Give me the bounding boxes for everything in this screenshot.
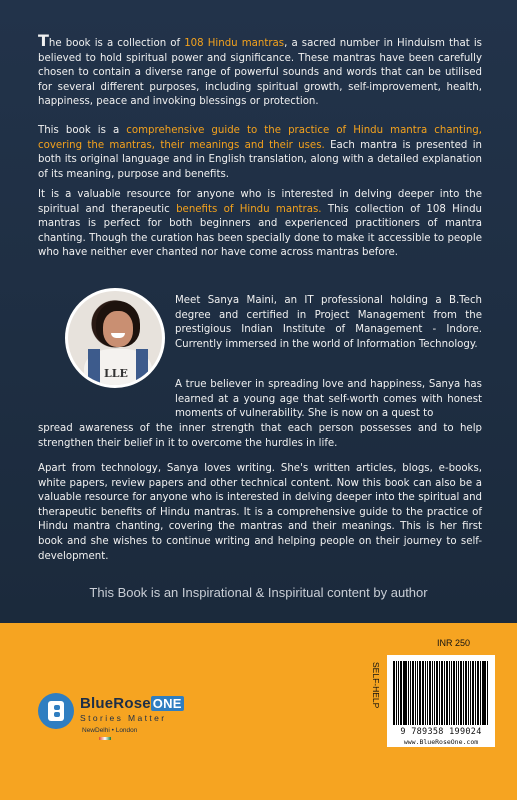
barcode-bar (415, 661, 416, 725)
barcode-bar (477, 661, 479, 725)
barcode-bar (398, 661, 399, 725)
barcode-icon (393, 661, 489, 725)
author-bio-paragraph-3: Apart from technology, Sanya loves writing. She's written articles, blogs, e-books, white papers, review papers and other technical content. Now this book can also be a valuable resource for anyone who is interested in delving deeper into the spiritual and therapeutic benefits of Hindu mantras. It is a comprehensive guide to the practice of Hindu mantra chanting, covering the mantras and their meanings. This is her first book and she wishes to continue writing and helping people on their journey to self-development. (38, 463, 482, 562)
publisher-name-one: ONE (152, 696, 182, 711)
drop-cap: T (38, 31, 49, 50)
barcode-bar (449, 661, 450, 725)
tagline: This Book is an Inspirational & Inspiritual content by author (89, 585, 428, 600)
highlight-text: 108 Hindu mantras (184, 38, 285, 49)
barcode-bar (475, 661, 476, 725)
barcode-bar (396, 661, 397, 725)
barcode-area (387, 655, 495, 747)
barcode-bar (403, 661, 404, 725)
barcode-bar (487, 661, 488, 725)
description-paragraph-2 (38, 124, 482, 182)
barcode-bar (463, 661, 464, 725)
barcode-bar (425, 661, 426, 725)
barcode-bar (460, 661, 463, 725)
barcode-bar (439, 661, 440, 725)
publisher-slogan: Stories Matter (80, 713, 167, 723)
isbn-number: 9 789358 199024 (400, 727, 482, 737)
barcode-bar (451, 661, 452, 725)
barcode-bar (441, 661, 444, 725)
description-text: , a sacred number in Hinduism that is believed to hold spiritual power and significance. These mantras have been carefully chosen to contain a diverse range of powerful sounds and words that can be utilised for several different purposes, including spiritual growth, self-improvement, health, happiness, peace and invoking blessings or protection. (38, 38, 482, 108)
author-photo-stole (136, 349, 148, 388)
barcode-bar (408, 661, 409, 725)
flag-icon (99, 737, 111, 740)
publisher-website: www.BlueRoseOne.com (403, 738, 479, 746)
description-text: Each mantra is presented in both its original language and in English translation, along with a detailed explanation of its meaning, purpose and benefits. (38, 139, 482, 180)
barcode-bar (422, 661, 425, 725)
author-photo-shirt-text: LLE (104, 367, 128, 380)
highlight-text: benefits of Hindu mantras. (176, 203, 322, 215)
barcode-bar (432, 661, 433, 725)
barcode-bar (410, 661, 411, 725)
description-text: This collection of 108 Hindu mantras is perfect for both beginners and experienced practitioners of mantra chanting. Though the curation has been specially done to make it accessible to people who have neither ever chanted nor have come across mantras before. (38, 203, 483, 259)
barcode-bar (453, 661, 455, 725)
publisher-name-main: BlueRose (80, 695, 151, 712)
barcode-bar (412, 661, 414, 725)
author-bio-paragraph-1: Meet Sanya Maini, an IT professional holding a B.Tech degree and certified in Project Management from the prestigious Indian Institute of Management - Indore. Currently immersed in the world of Information Technology. (175, 295, 482, 350)
category-label: SELF-HELP (371, 662, 381, 709)
highlight-text: comprehensive guide to the practice of Hindu mantra chanting, covering the mantras, their meanings and their uses. (38, 125, 483, 151)
barcode-bar (465, 661, 467, 725)
barcode-bar (468, 661, 469, 725)
barcode-bar (456, 661, 457, 725)
description-text: It is a valuable resource for anyone who is interested in delving deeper into the spiritual and therapeutic (38, 189, 482, 215)
barcode-bar (393, 661, 395, 725)
description-text: he book is a collection of (48, 38, 185, 49)
barcode-bar (436, 661, 438, 725)
barcode-bar (429, 661, 431, 725)
author-photo (65, 288, 165, 388)
description-text: This book is a (38, 125, 127, 136)
price-label: INR 250 (437, 638, 471, 648)
barcode-bar (417, 661, 418, 725)
publisher-name (80, 695, 184, 712)
author-bio-paragraph-2-continued: spread awareness of the inner strength that each person possesses and to help strengthen their belief in it to overcome the hurdles in life. (38, 423, 482, 449)
logo-letter-b (48, 701, 64, 721)
barcode-bar (400, 661, 402, 725)
barcode-bar (482, 661, 483, 725)
barcode-bar (483, 661, 486, 725)
author-photo-stole (88, 349, 100, 388)
author-photo-face (103, 311, 133, 347)
barcode-bar (444, 661, 445, 725)
author-bio-paragraph-2: A true believer in spreading love and happiness, Sanya has learned at a young age that self-worth comes with honest moments of vulnerability. She is now on a quest to (175, 379, 482, 420)
barcode-bar (470, 661, 471, 725)
barcode-bar (434, 661, 435, 725)
bluerose-logo-icon (38, 693, 74, 729)
barcode-bar (458, 661, 459, 725)
barcode-bar (427, 661, 428, 725)
publisher-locations: NewDelhi • London (82, 727, 138, 734)
barcode-bar (419, 661, 421, 725)
description-paragraph-1 (38, 31, 482, 110)
barcode-bar (472, 661, 474, 725)
barcode-bar (480, 661, 481, 725)
barcode-bar (446, 661, 448, 725)
barcode-bar (404, 661, 407, 725)
description-paragraph-3 (38, 188, 482, 261)
